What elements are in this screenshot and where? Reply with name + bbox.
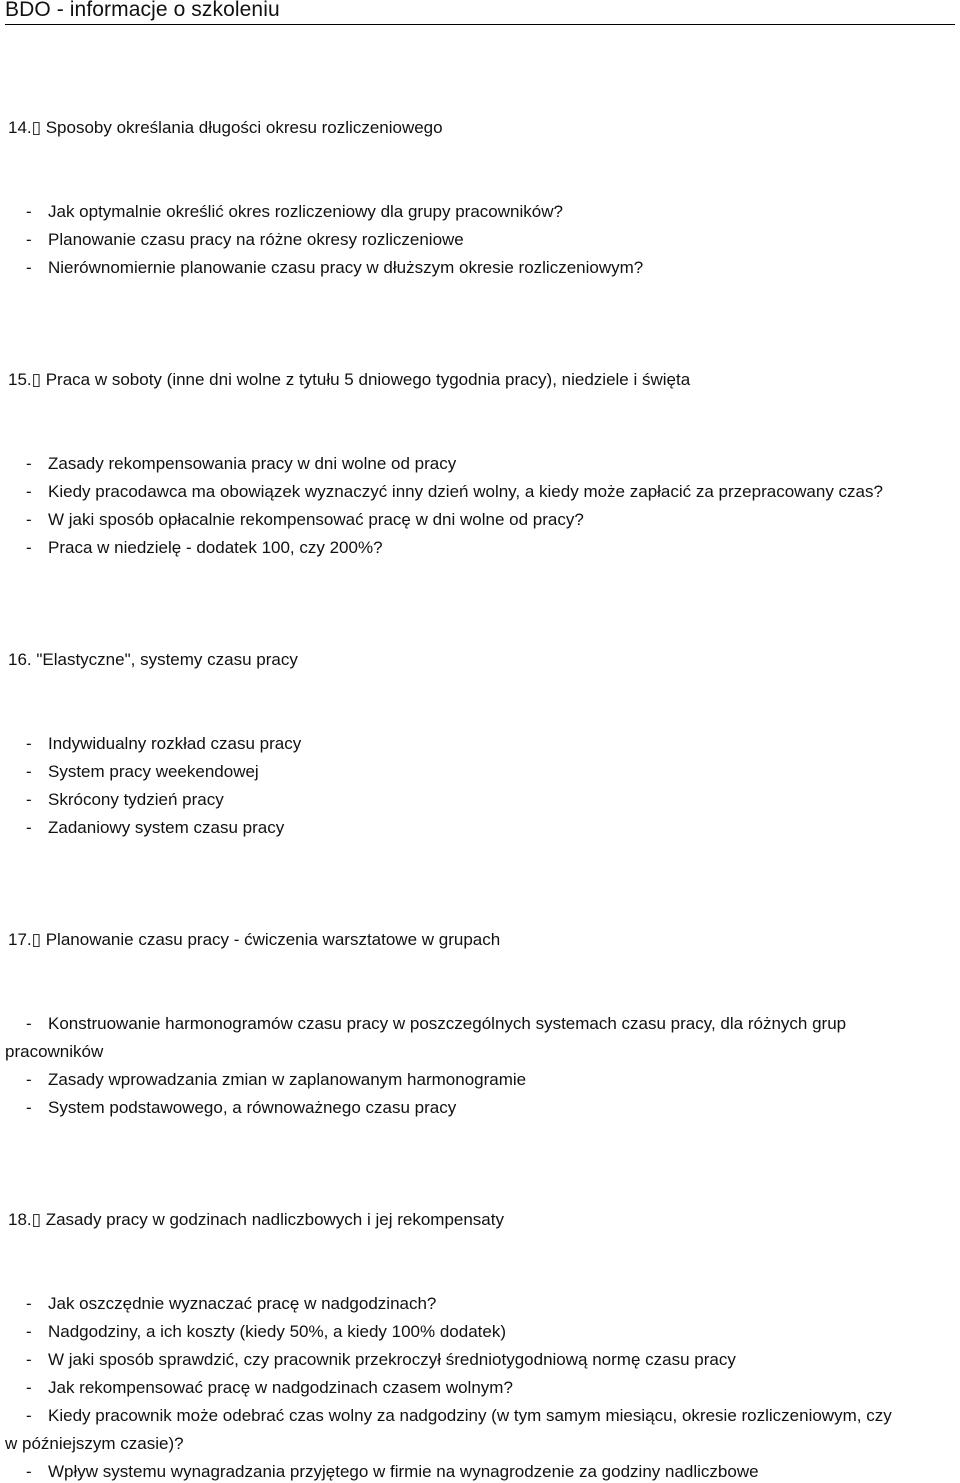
list-item-continuation: w późniejszym czasie)? bbox=[5, 1434, 184, 1453]
list-item bbox=[26, 790, 224, 810]
list-item-text: Nierównomiernie planowanie czasu pracy w dłuższym okresie rozliczeniowym? bbox=[48, 258, 644, 277]
section-title-15: 15.▯ Praca w soboty (inne dni wolne z tytułu 5 dniowego tygodnia pracy), niedziele i święta bbox=[8, 370, 691, 389]
list-item-text: Jak rekompensować pracę w nadgodzinach czasem wolnym? bbox=[48, 1378, 513, 1397]
bullet-dash: - bbox=[26, 762, 32, 781]
list-item bbox=[26, 1014, 846, 1034]
page-header bbox=[5, 0, 955, 25]
bullet-dash: - bbox=[26, 1378, 32, 1397]
list-item bbox=[26, 734, 301, 754]
list-item bbox=[26, 482, 883, 502]
bullet-dash: - bbox=[26, 1098, 32, 1117]
list-item bbox=[26, 1294, 436, 1314]
section-title-16: 16. "Elastyczne", systemy czasu pracy bbox=[8, 650, 298, 669]
list-item bbox=[26, 510, 584, 530]
list-item bbox=[26, 1070, 526, 1090]
bullet-dash: - bbox=[26, 734, 32, 753]
list-item bbox=[26, 258, 643, 278]
bullet-dash: - bbox=[26, 1462, 32, 1481]
bullet-dash: - bbox=[26, 258, 32, 277]
list-item bbox=[26, 538, 383, 558]
list-item bbox=[26, 1350, 736, 1370]
list-item-text: Kiedy pracownik może odebrać czas wolny za nadgodziny (w tym samym miesiącu, okresie rozliczeniowym, czy bbox=[48, 1406, 892, 1425]
list-item bbox=[26, 818, 284, 838]
list-item-text: Wpływ systemu wynagradzania przyjętego w firmie na wynagrodzenie za godziny nadliczbowe bbox=[48, 1462, 759, 1481]
bullet-dash: - bbox=[26, 482, 32, 501]
list-item-text: System podstawowego, a równoważnego czasu pracy bbox=[48, 1098, 457, 1117]
list-item-text: Zasady wprowadzania zmian w zaplanowanym harmonogramie bbox=[48, 1070, 527, 1089]
bullet-dash: - bbox=[26, 510, 32, 529]
list-item-text: Praca w niedzielę - dodatek 100, czy 200%? bbox=[48, 538, 383, 557]
list-item bbox=[26, 762, 259, 782]
list-item-text: Zasady rekompensowania pracy w dni wolne od pracy bbox=[48, 454, 457, 473]
list-item bbox=[26, 1406, 892, 1426]
bullet-dash: - bbox=[26, 818, 32, 837]
bullet-dash: - bbox=[26, 1014, 32, 1033]
list-item-text: Jak oszczędnie wyznaczać pracę w nadgodzinach? bbox=[48, 1294, 437, 1313]
bullet-dash: - bbox=[26, 538, 32, 557]
list-item-text: Zadaniowy system czasu pracy bbox=[48, 818, 285, 837]
list-item-text: System pracy weekendowej bbox=[48, 762, 259, 781]
bullet-dash: - bbox=[26, 1406, 32, 1425]
bullet-dash: - bbox=[26, 1294, 32, 1313]
list-item-text: Konstruowanie harmonogramów czasu pracy w poszczególnych systemach czasu pracy, dla różnych grup bbox=[48, 1014, 847, 1033]
section-title-14: 14.▯ Sposoby określania długości okresu rozliczeniowego bbox=[8, 118, 443, 137]
list-item-continuation: pracowników bbox=[5, 1042, 104, 1061]
list-item bbox=[26, 1462, 759, 1482]
list-item-text: W jaki sposób opłacalnie rekompensować pracę w dni wolne od pracy? bbox=[48, 510, 584, 529]
bullet-dash: - bbox=[26, 454, 32, 473]
list-item-text: Indywidualny rozkład czasu pracy bbox=[48, 734, 302, 753]
list-item-text: Kiedy pracodawca ma obowiązek wyznaczyć inny dzień wolny, a kiedy może zapłacić za przepracowany czas? bbox=[48, 482, 883, 501]
list-item-text: Skrócony tydzień pracy bbox=[48, 790, 224, 809]
list-item-text: Jak optymalnie określić okres rozliczeniowy dla grupy pracowników? bbox=[48, 202, 563, 221]
list-item bbox=[26, 202, 563, 222]
bullet-dash: - bbox=[26, 230, 32, 249]
list-item bbox=[26, 454, 456, 474]
bullet-dash: - bbox=[26, 1070, 32, 1089]
list-item bbox=[26, 1378, 513, 1398]
list-item bbox=[26, 1322, 506, 1342]
bullet-dash: - bbox=[26, 1350, 32, 1369]
list-item-text: Planowanie czasu pracy na różne okresy rozliczeniowe bbox=[48, 230, 464, 249]
section-title-17: 17.▯ Planowanie czasu pracy - ćwiczenia warsztatowe w grupach bbox=[8, 930, 501, 949]
bullet-dash: - bbox=[26, 202, 32, 221]
list-item bbox=[26, 230, 464, 250]
bullet-dash: - bbox=[26, 1322, 32, 1341]
list-item bbox=[26, 1098, 456, 1118]
section-title-18: 18.▯ Zasady pracy w godzinach nadliczbowych i jej rekompensaty bbox=[8, 1210, 504, 1229]
list-item-text: Nadgodziny, a ich koszty (kiedy 50%, a kiedy 100% dodatek) bbox=[48, 1322, 506, 1341]
list-item-text: W jaki sposób sprawdzić, czy pracownik przekroczył średniotygodniową normę czasu pracy bbox=[48, 1350, 736, 1369]
bullet-dash: - bbox=[26, 790, 32, 809]
page-title: BDO - informacje o szkoleniu bbox=[5, 0, 280, 21]
